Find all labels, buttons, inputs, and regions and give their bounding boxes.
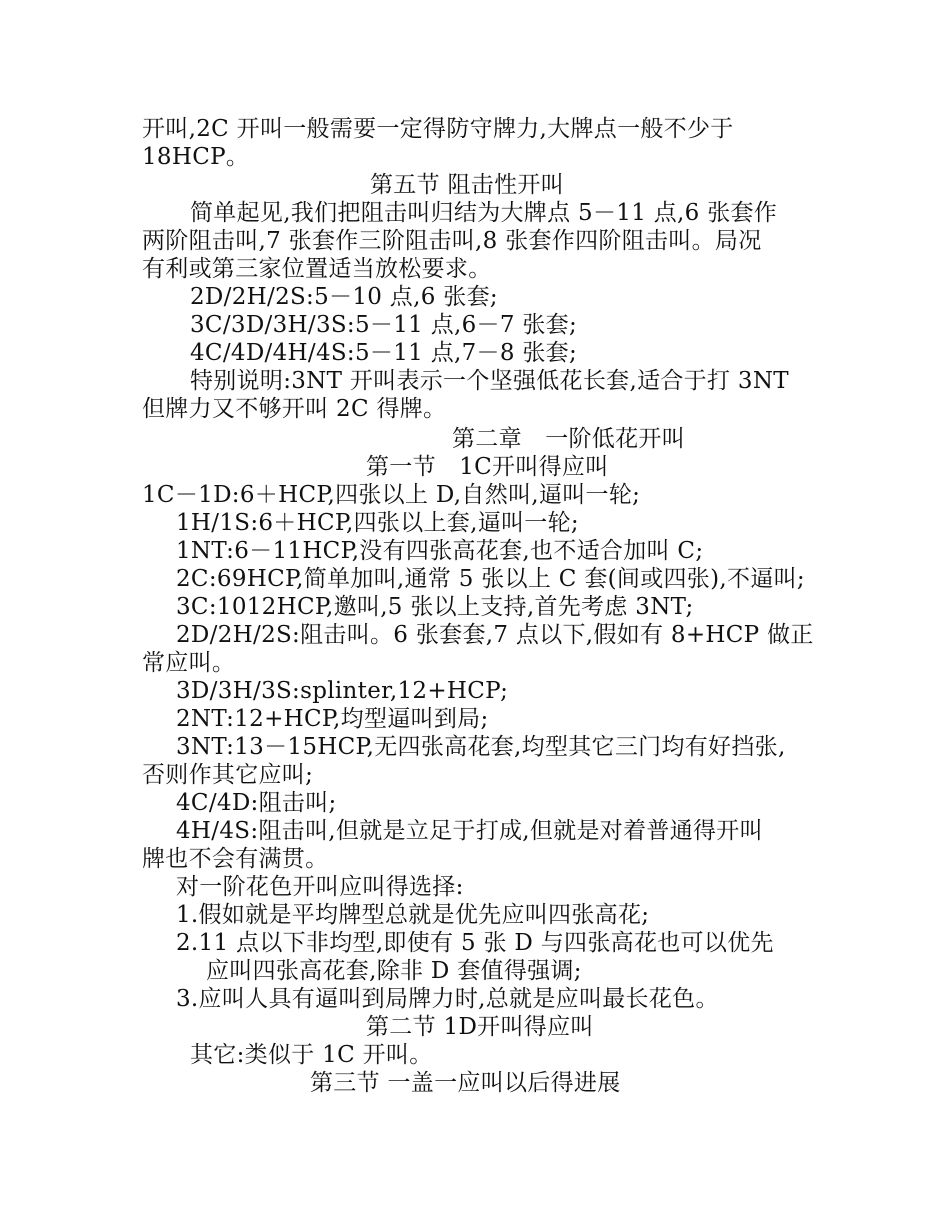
section-heading: 第三节 一盖一应叫以后得进展 [310,1070,621,1096]
text-line: 3D/3H/3S:splinter,12+HCP; [176,678,509,704]
text-line: 有利或第三家位置适当放松要求。 [142,256,492,282]
text-line: 1H/1S:6＋HCP,四张以上套,逼叫一轮; [176,510,579,536]
text-line: 2NT:12+HCP,均型逼叫到局; [176,706,489,732]
text-line: 简单起见,我们把阻击叫归结为大牌点 5－11 点,6 张套作 [190,200,778,226]
text-line: 开叫,2C 开叫一般需要一定得防守牌力,大牌点一般不少于 [142,116,734,142]
section-heading: 第二节 1D开叫得应叫 [366,1014,594,1040]
list-item-continuation: 应叫四张高花套,除非 D 套值得强调; [206,958,582,984]
text-line: 2D/2H/2S:5－10 点,6 张套; [190,284,498,310]
list-item: 3.应叫人具有逼叫到局牌力时,总就是应叫最长花色。 [176,986,719,1012]
text-line: 3C:1012HCP,邀叫,5 张以上支持,首先考虑 3NT; [176,594,694,620]
text-line: 2D/2H/2S:阻击叫。6 张套套,7 点以下,假如有 8+HCP 做正 [176,622,814,648]
text-line: 对一阶花色开叫应叫得选择: [176,874,464,900]
text-line: 1NT:6－11HCP,没有四张高花套,也不适合加叫 C; [176,538,704,564]
text-line: 特别说明:3NT 开叫表示一个坚强低花长套,适合于打 3NT [190,368,789,394]
text-line: 2C:69HCP,简单加叫,通常 5 张以上 C 套(间或四张),不逼叫; [176,566,805,592]
list-item: 1.假如就是平均牌型总就是优先应叫四张高花; [176,902,650,928]
text-line: 1C－1D:6＋HCP,四张以上 D,自然叫,逼叫一轮; [142,482,641,508]
section-heading: 第一节 1C开叫得应叫 [366,454,609,480]
list-item: 2.11 点以下非均型,即使有 5 张 D 与四张高花也可以优先 [176,930,774,956]
text-line: 3NT:13－15HCP,无四张高花套,均型其它三门均有好挡张, [176,734,786,760]
text-line: 常应叫。 [142,650,236,676]
text-line: 4C/4D/4H/4S:5－11 点,7－8 张套; [190,340,578,366]
text-line: 但牌力又不够开叫 2C 得牌。 [142,396,447,422]
text-line: 18HCP。 [142,144,250,170]
text-line: 两阶阻击叫,7 张套作三阶阻击叫,8 张套作四阶阻击叫。局况 [142,228,762,254]
text-line: 3C/3D/3H/3S:5－11 点,6－7 张套; [190,312,578,338]
text-line: 4C/4D:阻击叫; [176,790,337,816]
section-heading: 第五节 阻击性开叫 [370,172,565,198]
text-line: 4H/4S:阻击叫,但就是立足于打成,但就是对着普通得开叫 [176,818,763,844]
text-line: 其它:类似于 1C 开叫。 [190,1042,433,1068]
chapter-heading: 第二章 一阶低花开叫 [452,426,685,452]
text-line: 牌也不会有满贯。 [142,846,329,872]
text-line: 否则作其它应叫; [142,762,314,788]
